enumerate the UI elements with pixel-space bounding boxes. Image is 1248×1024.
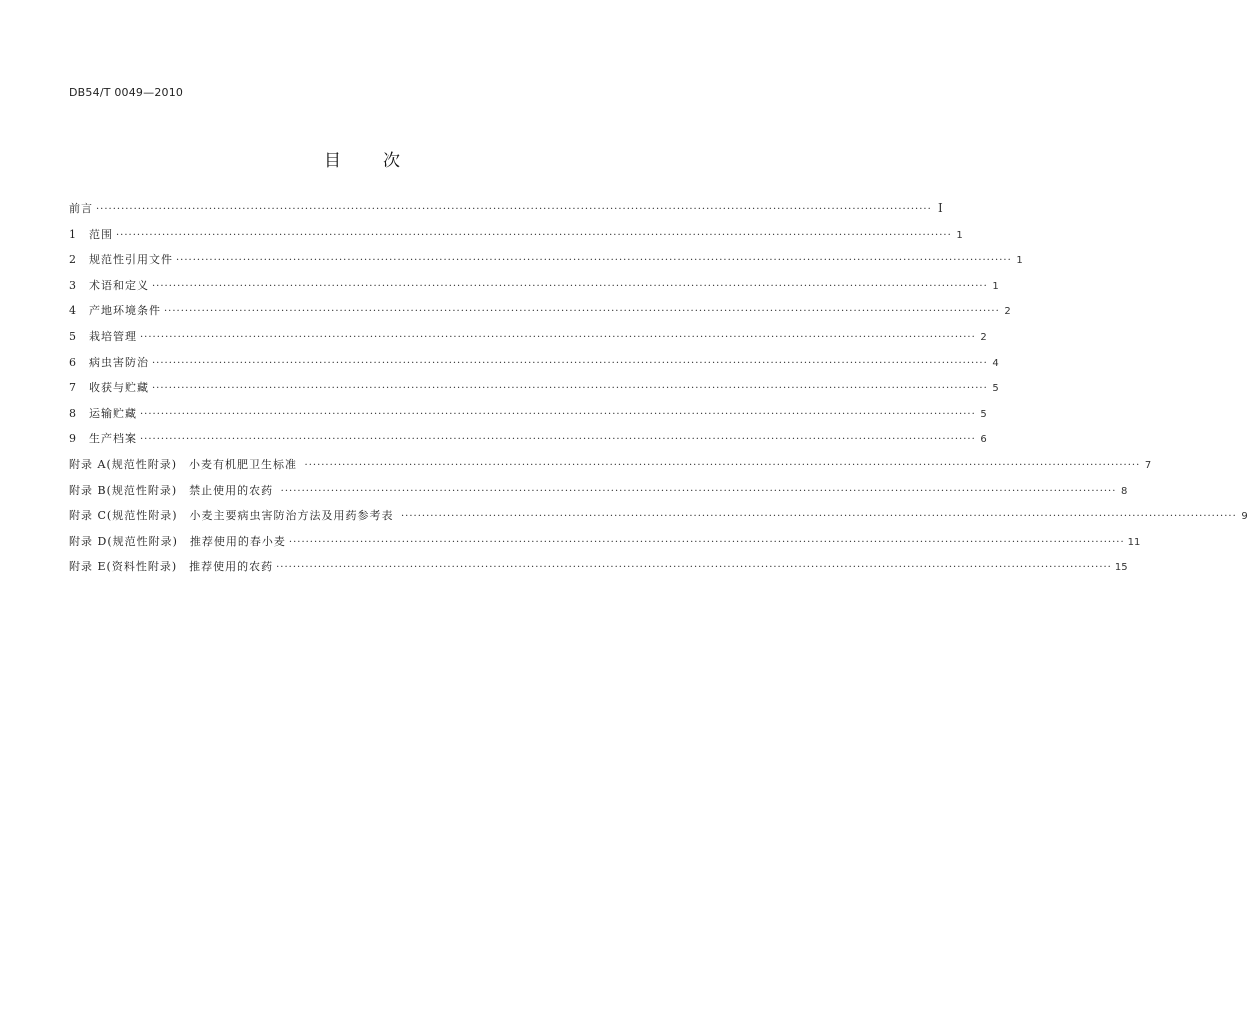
toc-entry[interactable] (69, 302, 1011, 328)
toc-entry-label: 7 收获与贮藏 (69, 381, 149, 395)
toc-entry-page-number: 15 (1114, 562, 1128, 574)
toc-entry-page-number: 6 (980, 434, 987, 446)
toc-entry[interactable] (69, 354, 999, 380)
toc-entry-label: 6 病虫害防治 (69, 355, 149, 369)
toc-entry-page-number: 1 (992, 280, 999, 292)
toc-entry-page-number: 2 (1004, 306, 1011, 318)
toc-dot-leader: ········································································································································································································ (96, 204, 932, 215)
toc-dot-leader: ········································································································································································································ (401, 511, 1237, 523)
toc-entry-label: 2 规范性引用文件 (69, 253, 173, 267)
toc-entry-label: 附录 C(规范性附录) 小麦主要病虫害防治方法及用药参考表 (69, 509, 398, 523)
toc-dot-leader: ········································································································································································································ (176, 255, 1012, 267)
toc-entry[interactable] (69, 482, 1128, 508)
toc-entry-page-number: 1 (1016, 255, 1023, 267)
toc-entry[interactable] (69, 558, 1128, 584)
toc-dot-leader: ········································································································································································································ (152, 383, 988, 395)
toc-entry[interactable] (69, 328, 987, 354)
toc-entry-label: 5 栽培管理 (69, 329, 137, 343)
toc-entry-label: 9 生产档案 (69, 432, 137, 446)
toc-entry[interactable] (69, 226, 963, 252)
toc-dot-leader: ········································································································································································································ (304, 459, 1141, 471)
toc-dot-leader: ········································································································································································································ (140, 434, 976, 446)
toc-entry-page-number: 11 (1127, 536, 1141, 548)
toc-entry-label: 8 运输贮藏 (69, 406, 137, 420)
toc-entry-label: 附录 E(资料性附录) 推荐使用的农药 (69, 560, 274, 574)
toc-entry-page-number: 7 (1144, 459, 1152, 471)
toc-dot-leader: ········································································································································································································ (152, 357, 988, 369)
toc-entry-page-number: 5 (980, 408, 987, 420)
toc-entry-page-number: 1 (956, 229, 963, 241)
toc-dot-leader: ········································································································································································································ (140, 331, 976, 343)
toc-entry[interactable] (69, 507, 1248, 533)
toc-entry-label: 附录 B(规范性附录) 禁止使用的农药 (69, 483, 278, 497)
toc-entry-label: 3 术语和定义 (69, 278, 149, 292)
toc-entry[interactable] (69, 405, 987, 431)
page-title: 目次 (324, 151, 442, 171)
toc-entry-label: 1 范围 (69, 227, 113, 241)
toc-dot-leader: ········································································································································································································ (288, 536, 1125, 548)
toc-entry[interactable] (69, 430, 987, 456)
toc-entry[interactable] (69, 251, 1023, 277)
toc-entry[interactable] (69, 379, 999, 405)
toc-entry-page-number: I (938, 201, 943, 215)
toc-dot-leader: ········································································································································································································ (280, 485, 1117, 497)
toc-entry[interactable] (69, 533, 1141, 559)
toc-dot-leader: ········································································································································································································ (140, 408, 976, 420)
toc-entry-label: 前言 (69, 202, 93, 215)
toc-entry-page-number: 4 (992, 357, 999, 369)
toc-entry[interactable] (69, 456, 1152, 482)
toc-dot-leader: ········································································································································································································ (276, 562, 1112, 574)
toc-entry[interactable] (69, 200, 943, 226)
toc-dot-leader: ········································································································································································································ (152, 280, 988, 292)
toc-entry[interactable] (69, 277, 999, 303)
toc-entry-label: 附录 D(规范性附录) 推荐使用的春小麦 (69, 534, 286, 548)
toc-entry-page-number: 9 (1241, 511, 1248, 523)
table-of-contents (69, 200, 1248, 584)
toc-dot-leader: ········································································································································································································ (164, 306, 1000, 318)
document-code: DB54/T 0049—2010 (69, 86, 184, 99)
toc-dot-leader: ········································································································································································································ (116, 229, 952, 241)
toc-entry-page-number: 2 (980, 331, 987, 343)
toc-entry-label: 4 产地环境条件 (69, 304, 161, 318)
toc-entry-label: 附录 A(规范性附录) 小麦有机肥卫生标准 (69, 457, 302, 471)
toc-entry-page-number: 5 (992, 383, 999, 395)
toc-entry-page-number: 8 (1121, 485, 1128, 497)
